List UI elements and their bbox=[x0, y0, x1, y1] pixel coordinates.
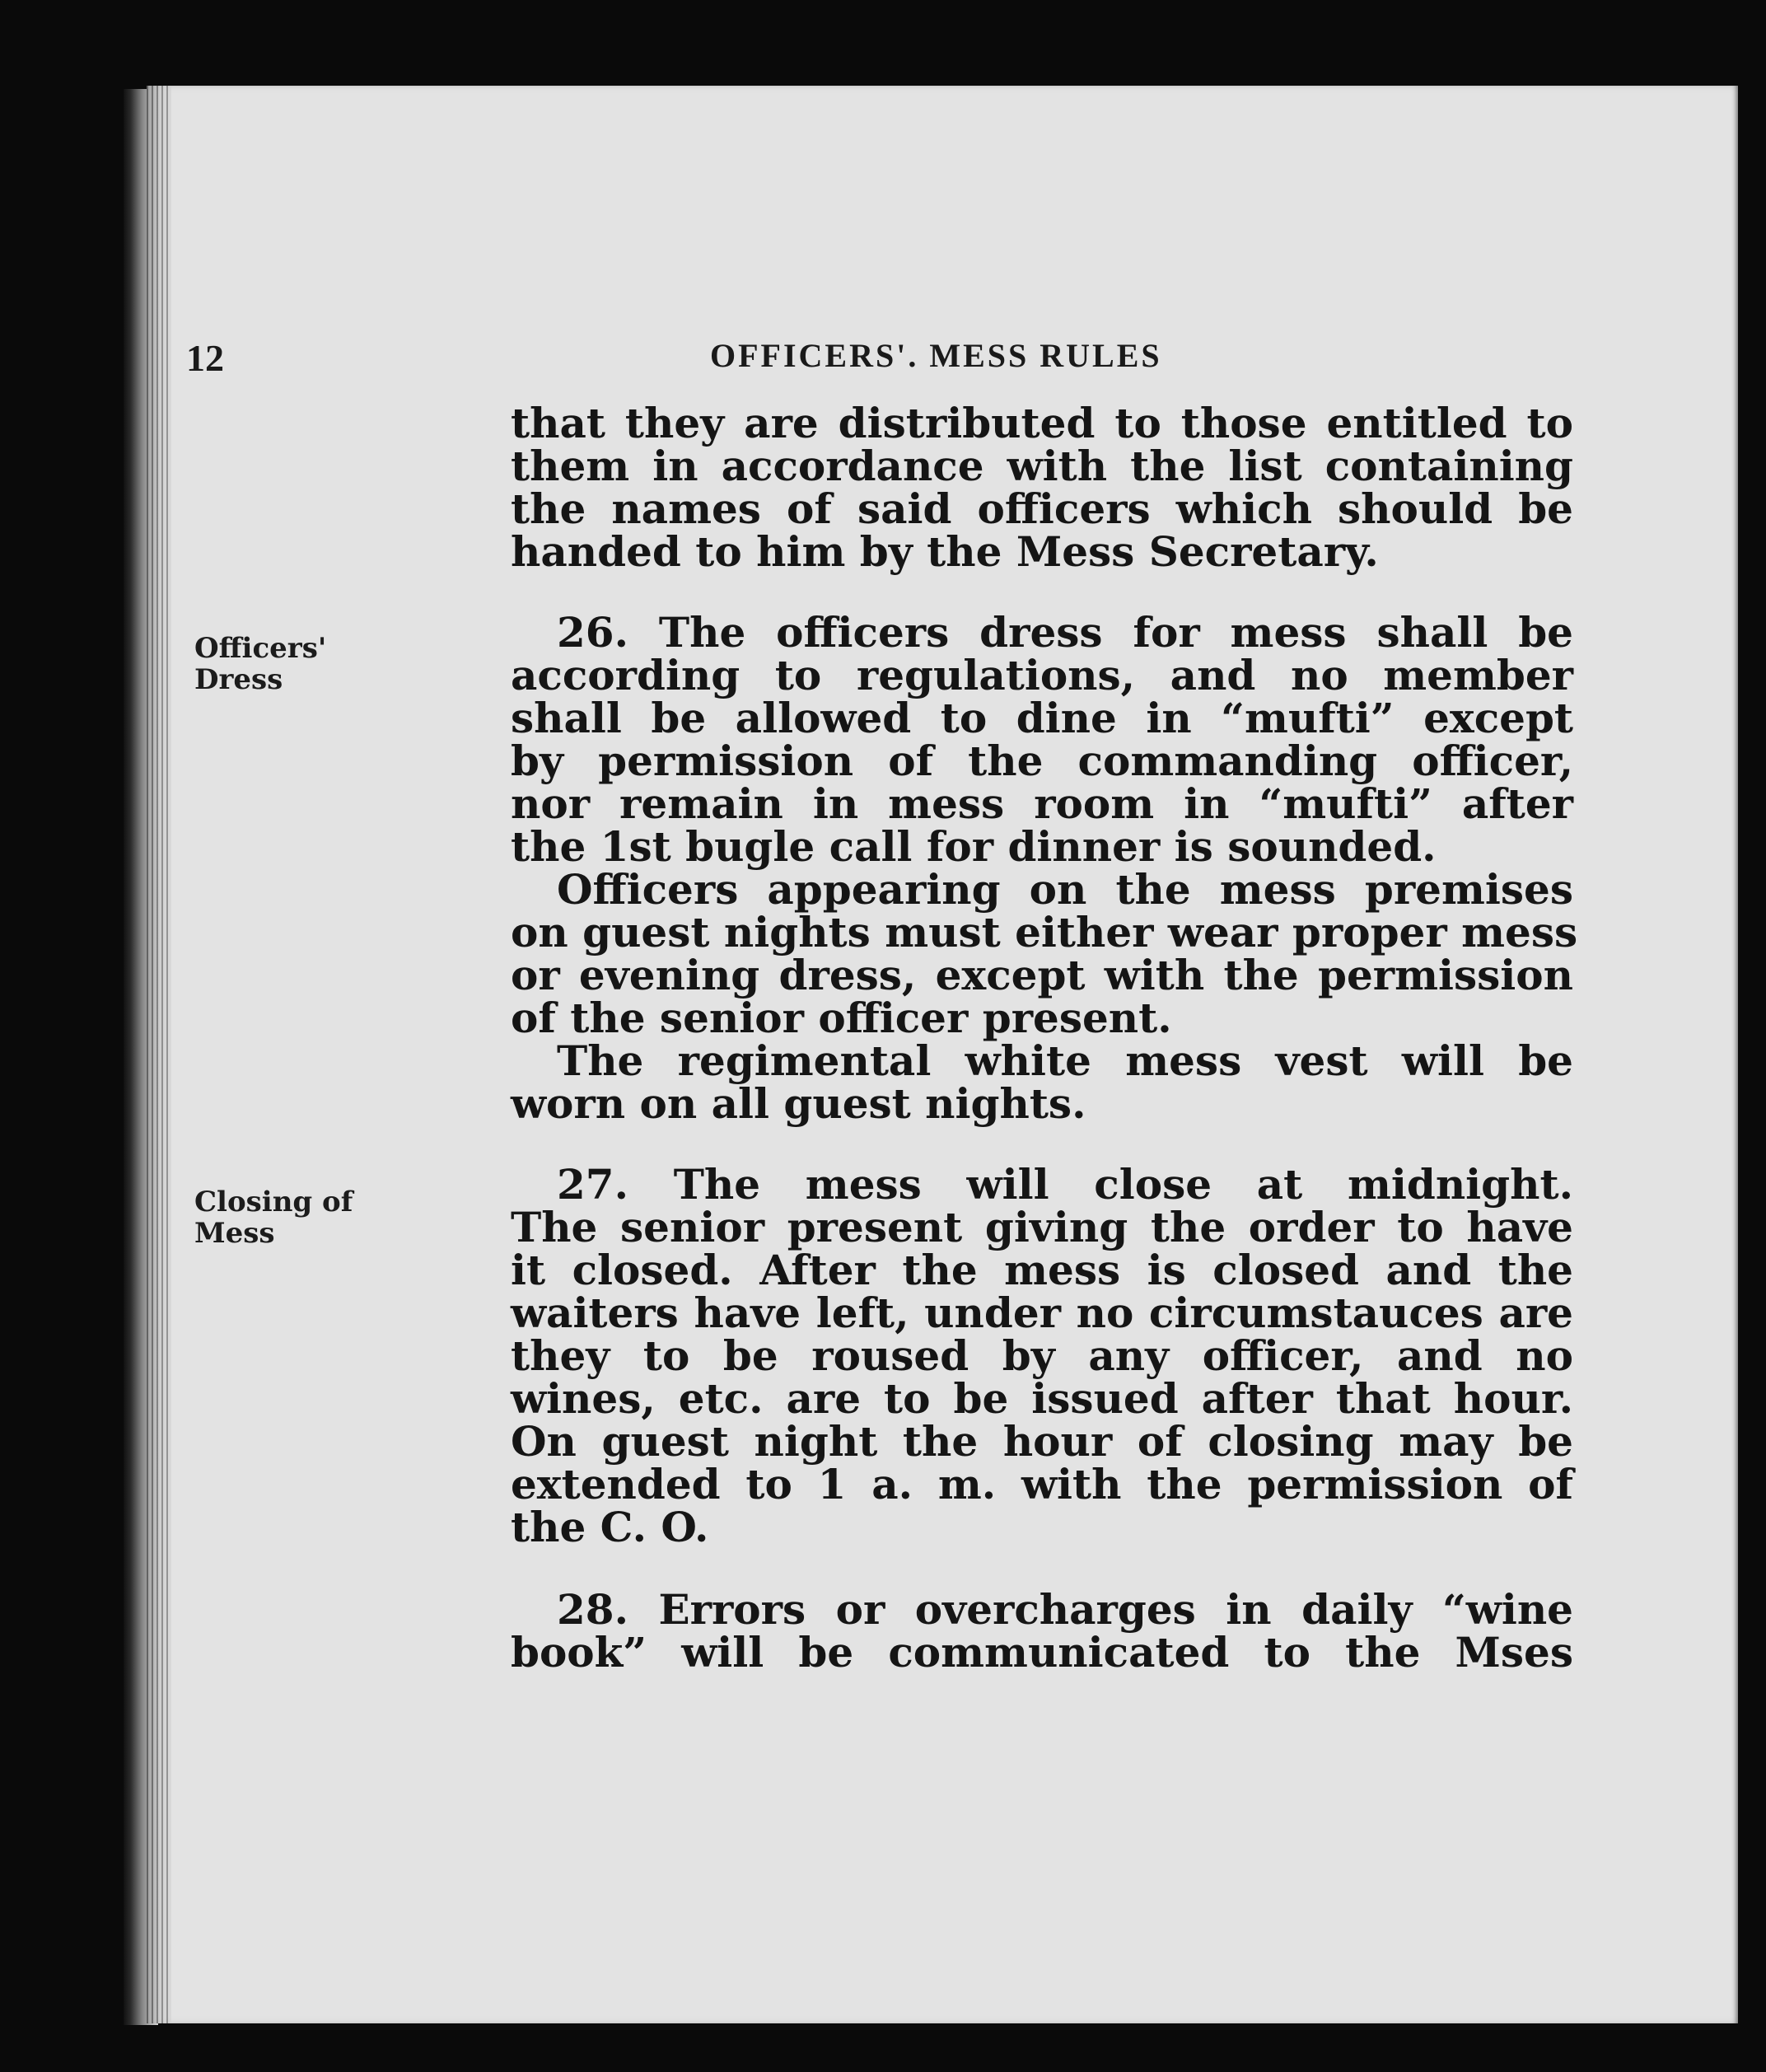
rule-27 bbox=[511, 1160, 1573, 1551]
text-line: the C. O. bbox=[511, 1503, 709, 1551]
page-edge-lines bbox=[147, 86, 171, 2023]
text-line: On guest night the hour of closing may be bbox=[511, 1417, 1573, 1466]
paragraph-gap bbox=[511, 1549, 1573, 1588]
text-line: or evening dress, except with the permission bbox=[511, 951, 1573, 999]
text-line: them in accordance with the list containing bbox=[511, 442, 1573, 490]
paragraph-gap bbox=[511, 1125, 1573, 1163]
rule-26-first-line-text: The officers dress for mess shall be bbox=[658, 608, 1573, 657]
text-line: book” will be communicated to the Mses bbox=[511, 1628, 1573, 1677]
text-line: handed to him by the Mess Secretary. bbox=[511, 527, 1379, 576]
continuation-paragraph bbox=[511, 399, 1573, 576]
text-line: by permission of the commanding officer, bbox=[511, 737, 1573, 785]
marginal-note-line: Closing of bbox=[194, 1186, 353, 1218]
text-line: the names of said officers which should be bbox=[511, 484, 1573, 533]
text-line: Officers appearing on the mess premises bbox=[557, 865, 1573, 914]
page-number: 12 bbox=[186, 337, 224, 379]
rule-26-first-line bbox=[511, 608, 1573, 657]
text-line: they to be roused by any officer, and no bbox=[511, 1331, 1573, 1380]
paragraph-gap bbox=[511, 573, 1573, 611]
rule-28-first-line bbox=[511, 1585, 1573, 1634]
text-line: waiters have left, under no circumstauces are bbox=[511, 1289, 1573, 1337]
text-line: nor remain in mess room in “mufti” after bbox=[511, 779, 1573, 828]
text-line: that they are distributed to those entitled to bbox=[511, 399, 1573, 447]
text-line: extended to 1 a. m. with the permission of bbox=[511, 1460, 1573, 1508]
marginal-note-officers-dress bbox=[194, 633, 326, 695]
text-line: it closed. After the mess is closed and the bbox=[511, 1246, 1573, 1294]
marginal-note-line: Mess bbox=[194, 1217, 275, 1250]
text-line: The regimental white mess vest will be bbox=[557, 1036, 1573, 1085]
running-head bbox=[0, 247, 1766, 379]
marginal-note-closing-of-mess bbox=[194, 1186, 353, 1249]
text-line: shall be allowed to dine in “mufti” except bbox=[511, 694, 1573, 742]
body-text bbox=[511, 399, 1578, 1677]
rule-28 bbox=[511, 1585, 1573, 1677]
text-line: The senior present giving the order to have bbox=[511, 1203, 1573, 1251]
marginal-note-line: Officers' bbox=[194, 632, 327, 665]
rule-27-first-line-text: The mess will close at midnight. bbox=[673, 1160, 1573, 1209]
text-line: on guest nights must either wear proper mess bbox=[511, 908, 1578, 956]
rule-28-first-line-text: Errors or overcharges in daily “wine bbox=[658, 1585, 1573, 1634]
text-line: of the senior officer present. bbox=[511, 994, 1172, 1042]
rule-26 bbox=[511, 608, 1578, 1128]
marginal-note-line: Dress bbox=[194, 663, 283, 696]
rule-27-first-line bbox=[511, 1160, 1573, 1209]
rule-number: 28. bbox=[557, 1585, 628, 1634]
text-line: according to regulations, and no member bbox=[511, 651, 1573, 699]
text-line: wines, etc. are to be issued after that hour. bbox=[511, 1374, 1573, 1423]
text-line: the 1st bugle call for dinner is sounded. bbox=[511, 822, 1437, 871]
running-title: OFFICERS'. MESS RULES bbox=[710, 337, 1162, 374]
text-line: worn on all guest nights. bbox=[511, 1079, 1086, 1128]
rule-number: 27. bbox=[557, 1160, 628, 1209]
rule-number: 26. bbox=[557, 608, 628, 657]
